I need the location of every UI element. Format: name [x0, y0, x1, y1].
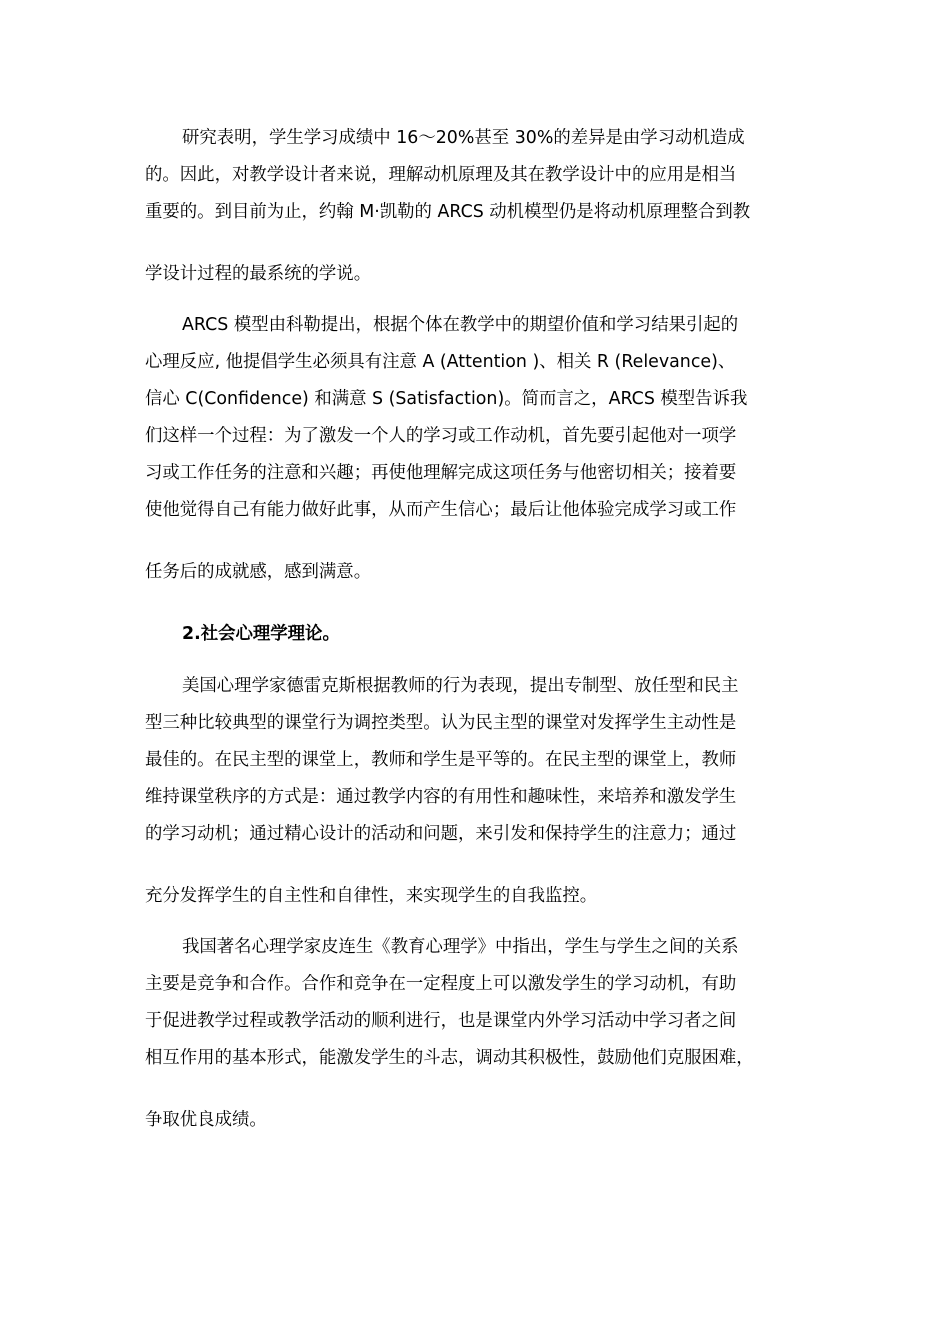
paragraph-2-line-4: 们这样一个过程：为了激发一个人的学习或工作动机，首先要引起他对一项学	[145, 426, 737, 446]
paragraph-4-line-5: 争取优良成绩。	[145, 1110, 267, 1130]
paragraph-1-line-2: 的。因此，对教学设计者来说，理解动机原理及其在教学设计中的应用是相当	[145, 165, 737, 185]
paragraph-2-line-1: ARCS 模型由科勒提出，根据个体在教学中的期望价值和学习结果引起的	[182, 315, 739, 335]
paragraph-3-line-2: 型三种比较典型的课堂行为调控类型。认为民主型的课堂对发挥学生主动性是	[145, 713, 737, 733]
paragraph-4-line-2: 主要是竞争和合作。合作和竞争在一定程度上可以激发学生的学习动机，有助	[145, 974, 737, 994]
paragraph-3-line-5: 的学习动机；通过精心设计的活动和问题，来引发和保持学生的注意力；通过	[145, 824, 737, 844]
paragraph-3-line-3: 最佳的。在民主型的课堂上，教师和学生是平等的。在民主型的课堂上，教师	[145, 750, 737, 770]
paragraph-4-line-3: 于促进教学过程或教学活动的顺利进行，也是课堂内外学习活动中学习者之间	[145, 1011, 737, 1031]
paragraph-2-line-6: 使他觉得自己有能力做好此事，从而产生信心；最后让他体验完成学习或工作	[145, 500, 737, 520]
paragraph-4-line-4: 相互作用的基本形式，能激发学生的斗志，调动其积极性，鼓励他们克服困难，	[145, 1048, 754, 1068]
paragraph-3-line-4: 维持课堂秩序的方式是：通过教学内容的有用性和趣味性，来培养和激发学生	[145, 787, 737, 807]
paragraph-2-line-5: 习或工作任务的注意和兴趣；再使他理解完成这项任务与他密切相关；接着要	[145, 463, 737, 483]
section-heading: 2.社会心理学理论。	[182, 624, 340, 644]
paragraph-1-line-3: 重要的。到目前为止，约翰 M·凯勒的 ARCS 动机模型仍是将动机原理整合到教	[145, 202, 751, 222]
paragraph-3-line-1: 美国心理学家德雷克斯根据教师的行为表现，提出专制型、放任型和民主	[182, 676, 739, 696]
paragraph-2-line-7: 任务后的成就感，感到满意。	[145, 562, 372, 582]
paragraph-2-line-2: 心理反应, 他提倡学生必须具有注意 A (Attention )、相关 R (Relevance)、	[145, 352, 736, 372]
paragraph-1-line-1: 研究表明，学生学习成绩中 16～20%甚至 30%的差异是由学习动机造成	[182, 128, 745, 148]
paragraph-2-line-3: 信心 C(Confidence) 和满意 S (Satisfaction)。简而言之，ARCS 模型告诉我	[145, 389, 748, 409]
paragraph-4-line-1: 我国著名心理学家皮连生《教育心理学》中指出，学生与学生之间的关系	[182, 937, 739, 957]
paragraph-3-line-6: 充分发挥学生的自主性和自律性，来实现学生的自我监控。	[145, 886, 598, 906]
paragraph-1-line-4: 学设计过程的最系统的学说。	[145, 264, 372, 284]
